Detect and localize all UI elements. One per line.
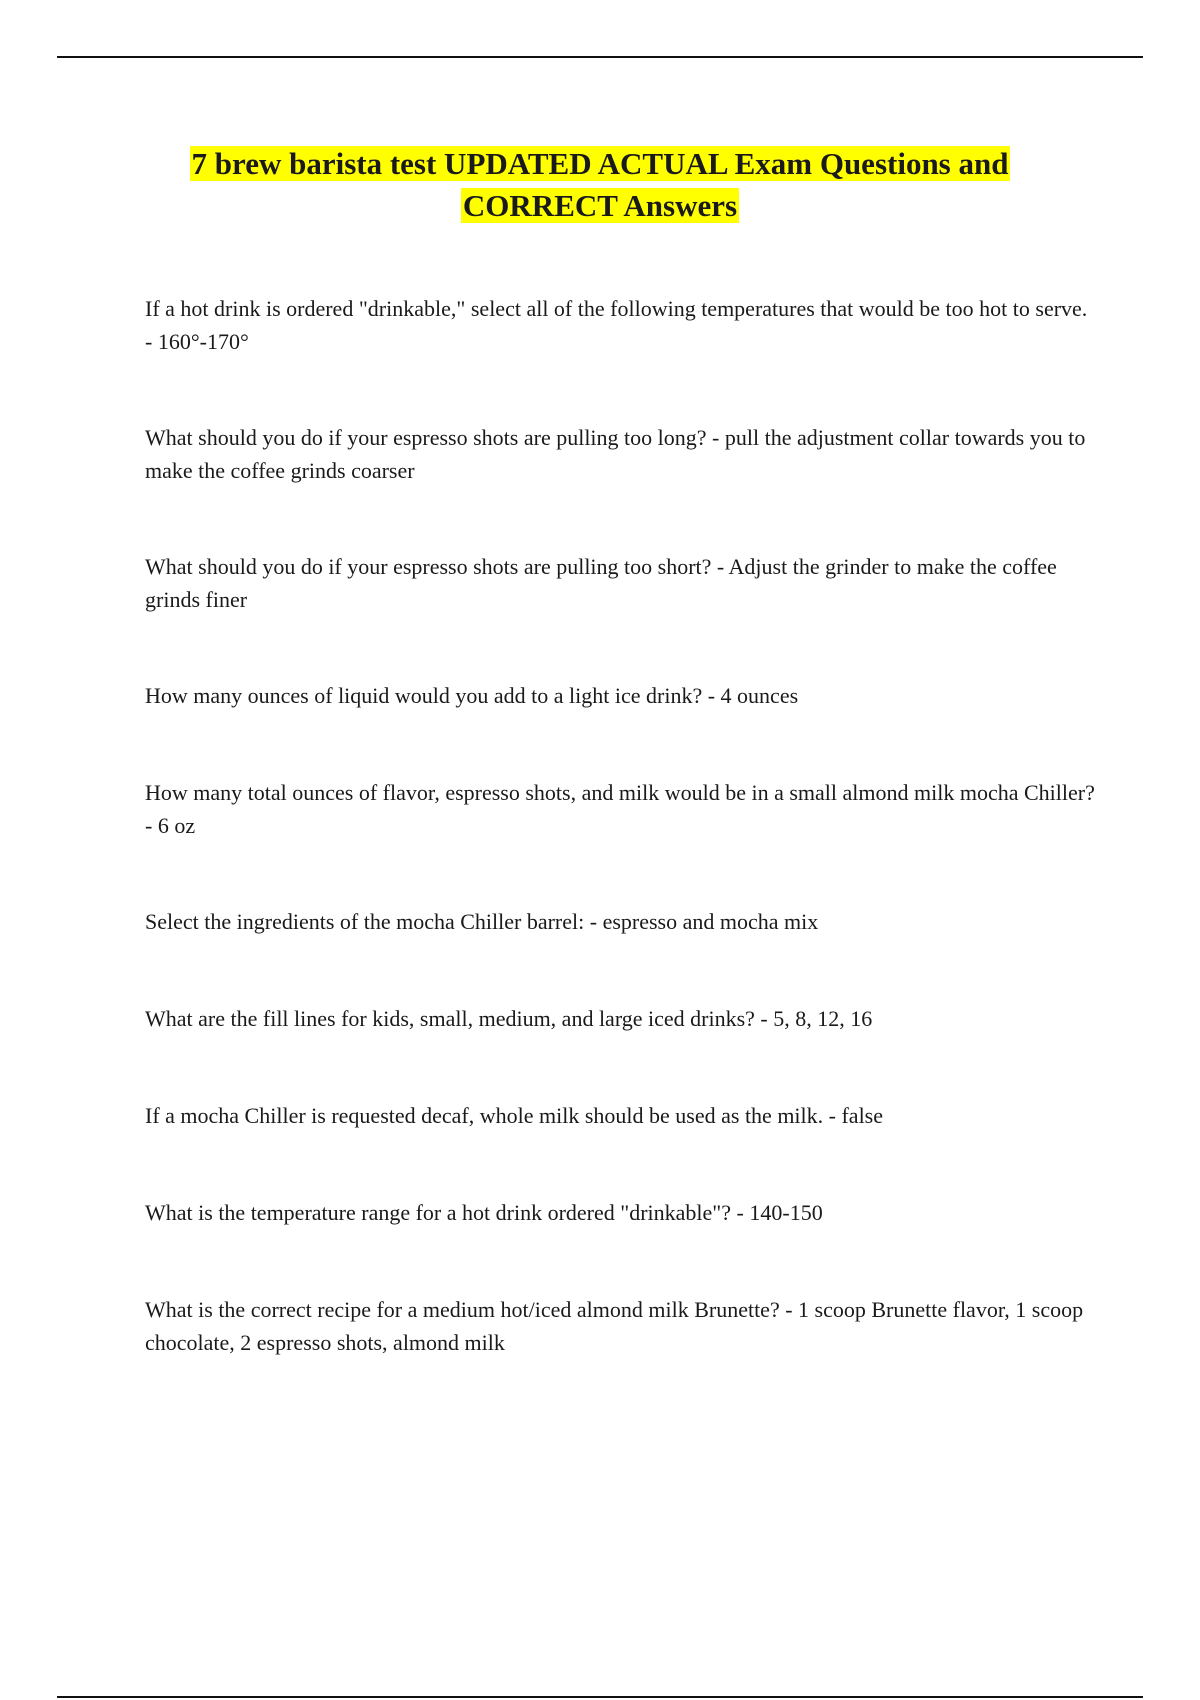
qa-item: If a hot drink is ordered "drinkable," select all of the following temperatures that would be too hot to serve. - 160°-170° — [145, 296, 1088, 354]
top-rule — [57, 56, 1143, 58]
qa-item: What should you do if your espresso shots are pulling too short? - Adjust the grinder to make the coffee grinds finer — [145, 554, 1057, 612]
qa-item: What are the fill lines for kids, small, medium, and large iced drinks? - 5, 8, 12, 16 — [145, 1006, 873, 1031]
title-line-1: 7 brew barista test UPDATED ACTUAL Exam Questions and — [191, 146, 1009, 181]
qa-item: How many total ounces of flavor, espresso shots, and milk would be in a small almond milk mocha Chiller? - 6 oz — [145, 780, 1095, 838]
qa-item: How many ounces of liquid would you add to a light ice drink? - 4 ounces — [145, 683, 799, 708]
document-title — [100, 143, 1100, 227]
bottom-rule — [57, 1696, 1143, 1698]
qa-item: If a mocha Chiller is requested decaf, whole milk should be used as the milk. - false — [145, 1103, 884, 1128]
qa-item: What is the correct recipe for a medium hot/iced almond milk Brunette? - 1 scoop Brunette flavor, 1 scoop chocolate, 2 espresso shots, almond milk — [145, 1297, 1084, 1355]
qa-item: What should you do if your espresso shots are pulling too long? - pull the adjustment collar towards you to make the coffee grinds coarser — [145, 425, 1086, 483]
qa-item: What is the temperature range for a hot drink ordered "drinkable"? - 140-150 — [145, 1200, 823, 1225]
qa-item: Select the ingredients of the mocha Chiller barrel: - espresso and mocha mix — [145, 909, 819, 934]
question-answer-list — [145, 292, 1095, 1422]
title-line-2: CORRECT Answers — [462, 188, 738, 223]
